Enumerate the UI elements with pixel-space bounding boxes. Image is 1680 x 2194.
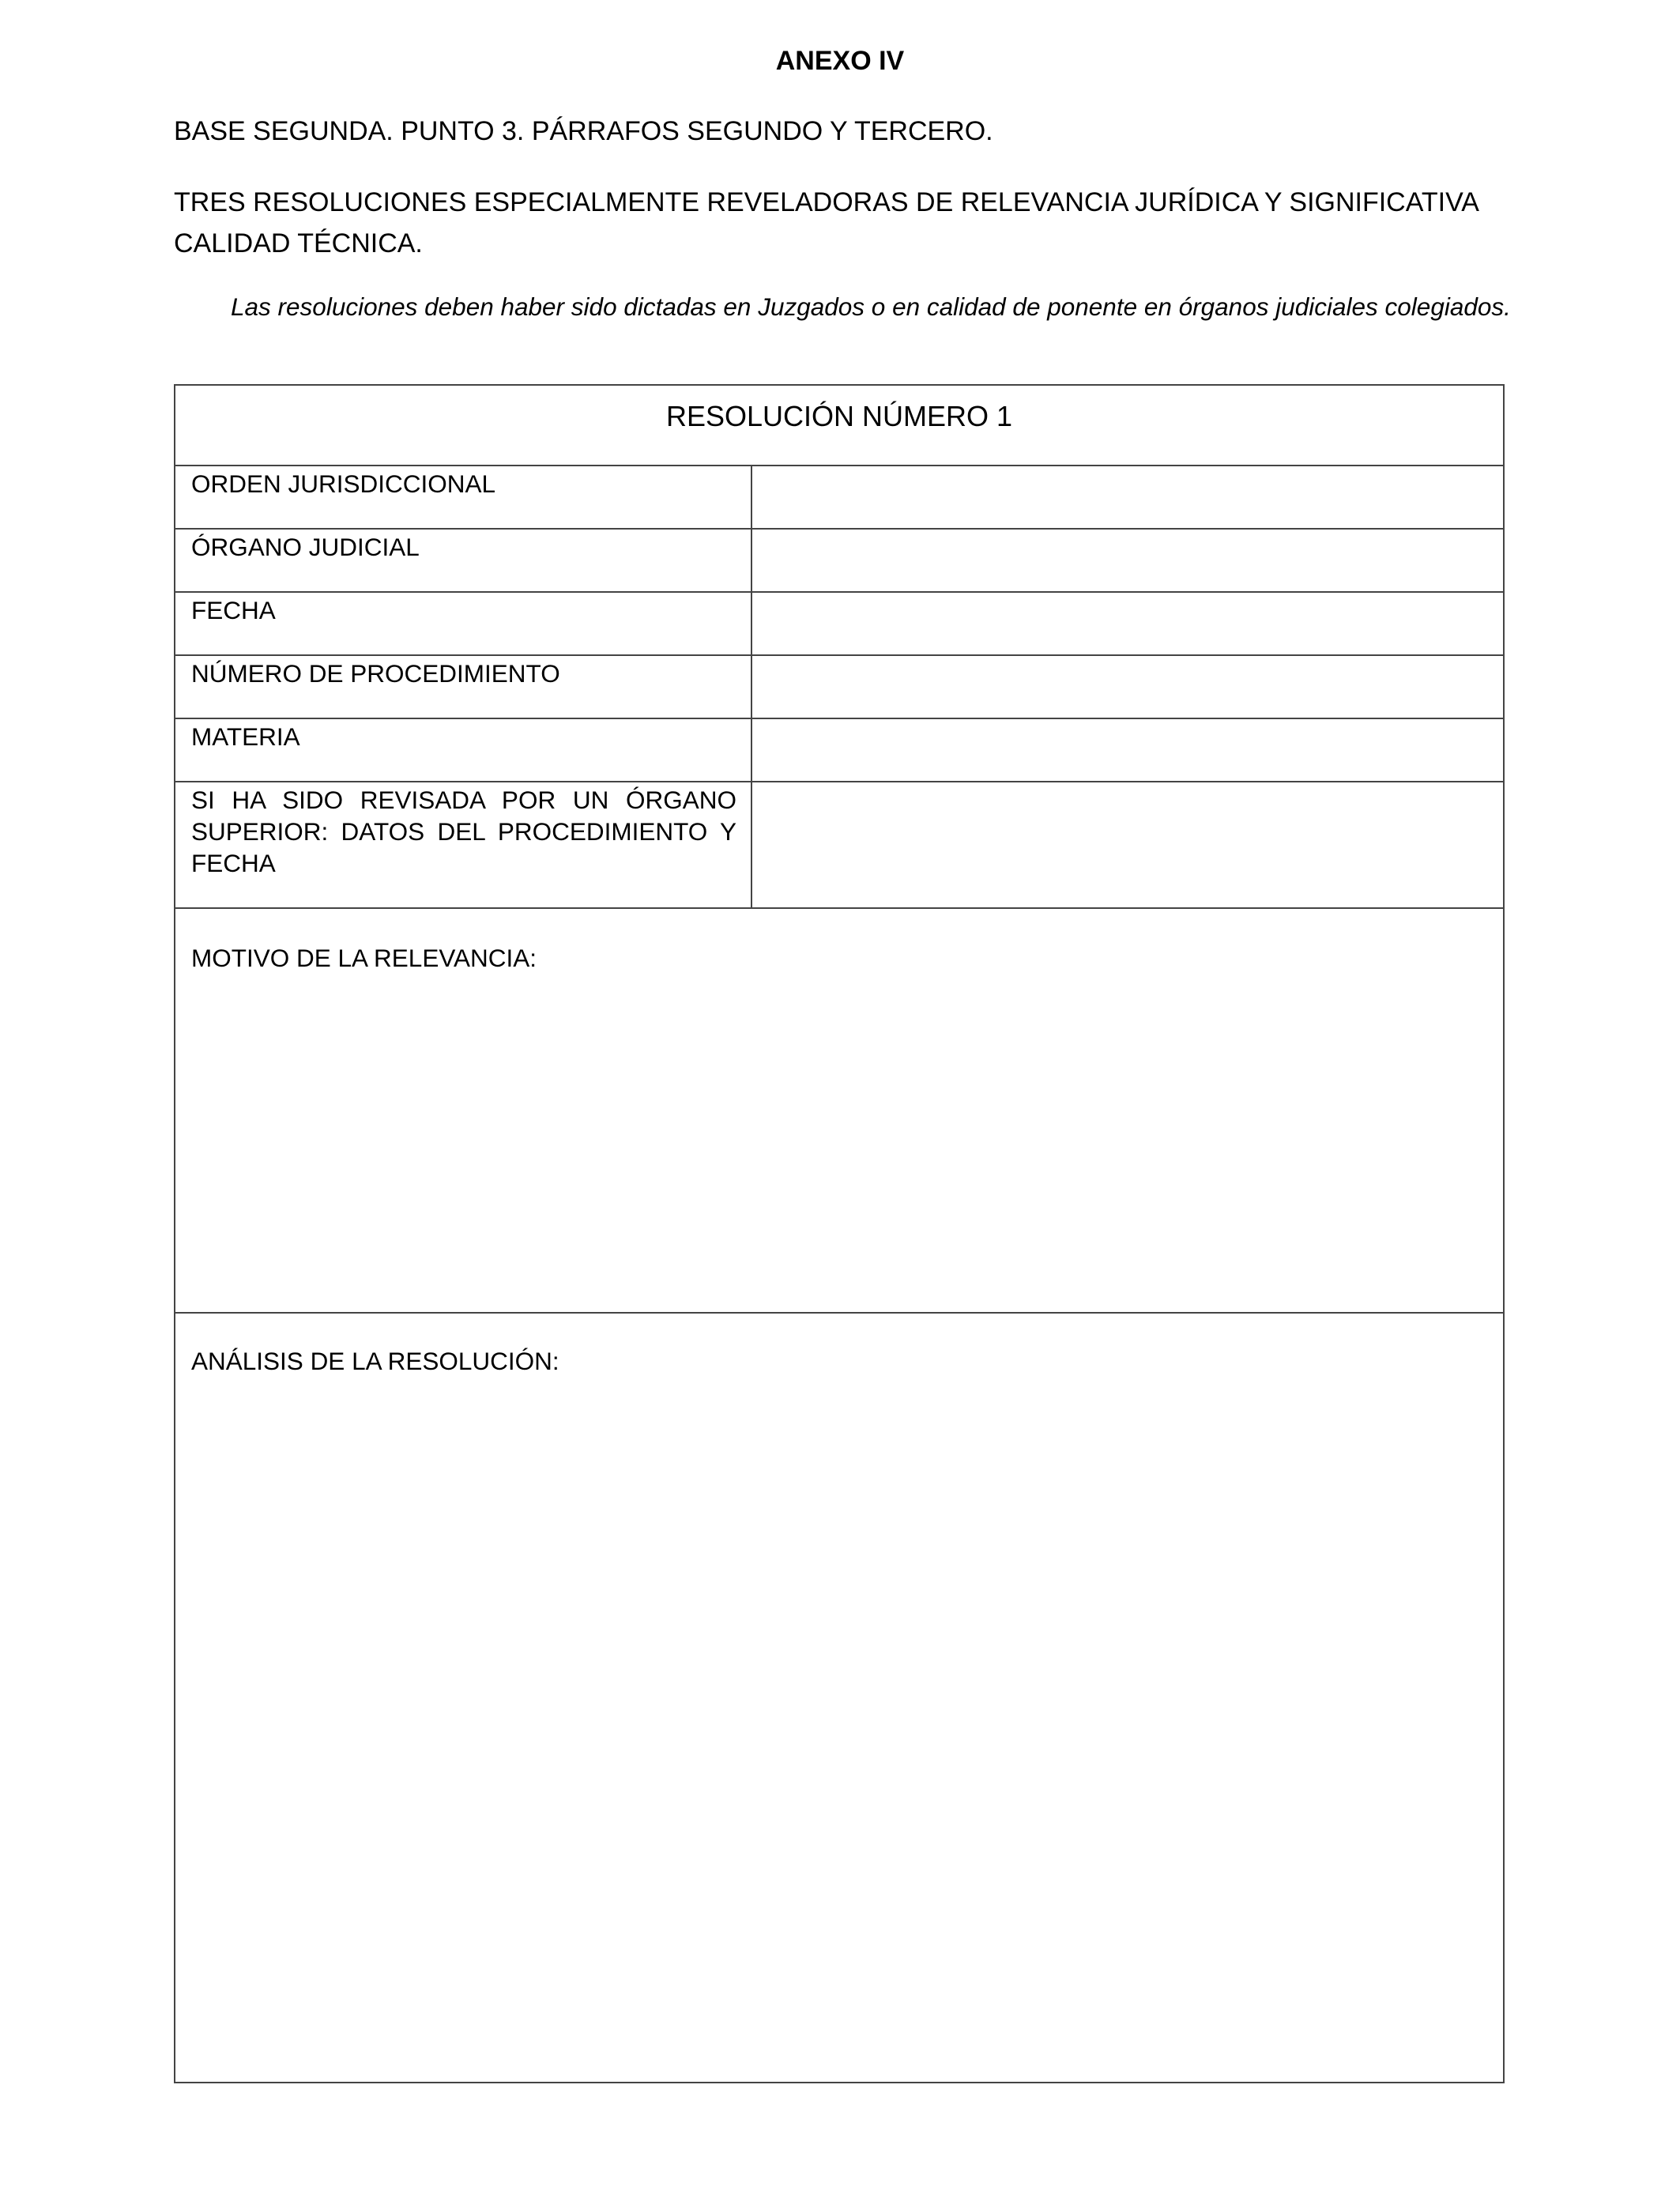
table-rule: [175, 718, 1503, 719]
table-rule: [175, 465, 1503, 466]
row-label-numero-procedimiento: NÚMERO DE PROCEDIMIENTO: [191, 659, 560, 688]
document-title: ANEXO IV: [775, 46, 905, 76]
table-rule: [175, 1312, 1503, 1314]
row-label-materia: MATERIA: [191, 722, 300, 751]
analisis-resolucion-label: ANÁLISIS DE LA RESOLUCIÓN:: [191, 1347, 559, 1375]
resolution-form-table: [174, 384, 1505, 2083]
table-rule: [175, 528, 1503, 530]
tres-resoluciones-heading: TRES RESOLUCIONES ESPECIALMENTE REVELADORAS DE RELEVANCIA JURÍDICA Y SIGNIFICATIVA CALIDAD TÉCNICA.: [174, 187, 1478, 258]
resolution-title: RESOLUCIÓN NÚMERO 1: [665, 400, 1013, 432]
row-label-fecha: FECHA: [191, 596, 276, 624]
row-label-revisada-organo-superior: SI HA SIDO REVISADA POR UN ÓRGANO SUPERIOR: DATOS DEL PROCEDIMIENTO Y FECHA: [191, 786, 736, 877]
instruction-note: Las resoluciones deben haber sido dictadas en Juzgados o en calidad de ponente en órganos judiciales colegiados.: [231, 292, 1511, 321]
table-rule: [175, 654, 1503, 656]
table-rule: [175, 781, 1503, 782]
row-label-organo-judicial: ÓRGANO JUDICIAL: [191, 533, 420, 561]
base-heading: BASE SEGUNDA. PUNTO 3. PÁRRAFOS SEGUNDO Y TERCERO.: [174, 116, 993, 146]
row-label-orden-jurisdiccional: ORDEN JURISDICCIONAL: [191, 469, 496, 498]
column-divider: [751, 465, 752, 907]
motivo-relevancia-label: MOTIVO DE LA RELEVANCIA:: [191, 944, 537, 972]
table-rule: [175, 907, 1503, 909]
table-rule: [175, 591, 1503, 593]
